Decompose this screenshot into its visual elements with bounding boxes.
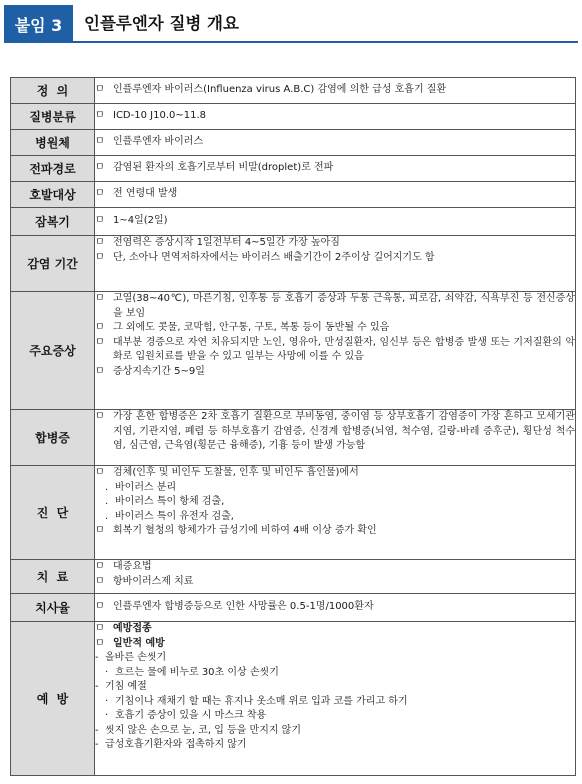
content-line bbox=[95, 510, 575, 525]
bullet-marker: ㅁ bbox=[95, 110, 105, 122]
line-text: 회복기 혈청의 항체가가 급성기에 비하여 4배 이상 증가 확인 bbox=[113, 525, 377, 536]
content-line bbox=[95, 214, 575, 229]
row-label: 전파경로 bbox=[11, 156, 95, 182]
bullet-marker: ㅁ bbox=[95, 525, 105, 536]
line-text: 바이러스 분리 bbox=[115, 481, 177, 493]
content-line bbox=[95, 622, 575, 637]
content-line bbox=[95, 600, 575, 615]
bullet-marker: ㅁ bbox=[95, 601, 105, 613]
row-content bbox=[95, 292, 576, 410]
line-text: 1~4일(2일) bbox=[113, 215, 168, 227]
table-row-target-population bbox=[11, 182, 576, 208]
row-content bbox=[95, 78, 576, 104]
bullet-marker: . bbox=[105, 481, 109, 493]
content-line bbox=[95, 161, 575, 176]
content-line bbox=[95, 292, 575, 321]
content-line bbox=[95, 410, 575, 454]
bullet-marker: ㅁ bbox=[95, 575, 105, 587]
row-content bbox=[95, 182, 576, 208]
bullet-marker: · bbox=[105, 710, 109, 721]
content-line bbox=[95, 365, 575, 380]
table-row-pathogen bbox=[11, 130, 576, 156]
line-text: 예방접종 bbox=[113, 623, 152, 634]
content-line bbox=[95, 695, 575, 710]
content-line bbox=[95, 680, 575, 695]
content-line bbox=[95, 109, 575, 124]
line-text: 대증요법 bbox=[113, 561, 152, 572]
line-text: 단, 소아나 면역저하자에서는 바이러스 배출기간이 2주이상 길어지기도 함 bbox=[113, 251, 435, 263]
line-text: 인플루엔자 합병증등으로 인한 사망률은 0.5-1명/1000환자 bbox=[113, 601, 374, 613]
content-line bbox=[95, 724, 575, 739]
line-text: 전 연령대 발생 bbox=[113, 188, 178, 200]
disease-overview-table bbox=[10, 77, 576, 776]
line-text: 바이러스 특이 유전자 검출, bbox=[115, 510, 234, 522]
row-label: 치 료 bbox=[11, 560, 95, 594]
line-text: 인플루엔자 바이러스 bbox=[113, 136, 204, 148]
table-row-transmission bbox=[11, 156, 576, 182]
table-row-infectious-period bbox=[11, 236, 576, 292]
line-text: 기침 예절 bbox=[105, 681, 147, 692]
line-text: 감염된 환자의 호흡기로부터 비말(droplet)로 전파 bbox=[113, 162, 334, 174]
bullet-marker: ㅁ bbox=[95, 293, 105, 304]
bullet-marker: ㅁ bbox=[95, 365, 105, 377]
row-content bbox=[95, 208, 576, 236]
header-underline bbox=[73, 41, 578, 43]
row-label: 호발대상 bbox=[11, 182, 95, 208]
content-line bbox=[95, 135, 575, 150]
content-line bbox=[95, 495, 575, 510]
table-row-incubation bbox=[11, 208, 576, 236]
bullet-marker: ㅁ bbox=[95, 637, 105, 649]
row-content bbox=[95, 622, 576, 776]
line-text: 검체(인후 및 비인두 도찰물, 인후 및 비인두 흡인물)에서 bbox=[113, 467, 359, 478]
line-text: ICD-10 J10.0~11.8 bbox=[113, 110, 207, 122]
line-text: 대부분 경증으로 자연 치유되지만 노인, 영유아, 만성질환자, 임신부 등은 합병증 발생 또는 기저질환의 악화로 입원치료를 받을 수 있고 일부는 사망에 이를 수 있음 bbox=[113, 336, 575, 362]
line-text: 그 외에도 콧물, 코막힘, 안구통, 구토, 복통 등이 동반될 수 있음 bbox=[113, 322, 390, 333]
line-text: 호흡기 증상이 있을 시 마스크 착용 bbox=[115, 710, 267, 721]
row-content bbox=[95, 560, 576, 594]
table-row-complications bbox=[11, 410, 576, 466]
content-line bbox=[95, 560, 575, 575]
content-line bbox=[95, 251, 575, 266]
bullet-marker: ㅁ bbox=[95, 336, 105, 348]
content-line bbox=[95, 187, 575, 202]
line-text: 항바이러스제 치료 bbox=[113, 575, 194, 587]
bullet-marker: ㅁ bbox=[95, 411, 105, 422]
line-text: 인플루엔자 바이러스(Influenza virus A.B.C) 감염에 의한 급성 호흡기 질환 bbox=[113, 84, 447, 96]
bullet-marker: - bbox=[95, 681, 99, 692]
bullet-marker: . bbox=[105, 510, 109, 522]
content-line bbox=[95, 336, 575, 365]
line-text: 가장 흔한 합병증은 2차 호흡기 질환으로 부비동염, 중이염 등 상부호흡기 감염증이 가장 흔하고 모세기관지염, 기관지염, 폐렴 등 하부호흡기 감염증, 신경계 합병증(뇌염, 척수염, 길랑-바레 증후군), 횡단성 척수염, 심근염, 근육염(횡문근 융해증), 기흉 등이 발생 가능함 bbox=[113, 411, 575, 451]
line-text: 기침이나 재채기 할 때는 휴지나 옷소매 위로 입과 코를 가리고 하기 bbox=[115, 695, 408, 707]
bullet-marker: · bbox=[105, 666, 109, 678]
row-content bbox=[95, 130, 576, 156]
row-label: 합병증 bbox=[11, 410, 95, 466]
content-line bbox=[95, 524, 575, 539]
bullet-marker: ㅁ bbox=[95, 322, 105, 333]
content-line bbox=[95, 637, 575, 652]
table-row-diagnosis bbox=[11, 466, 576, 560]
content-line bbox=[95, 738, 575, 753]
bullet-marker: - bbox=[95, 739, 99, 750]
content-line bbox=[95, 709, 575, 724]
table-row-main-symptoms bbox=[11, 292, 576, 410]
line-text: 일반적 예방 bbox=[113, 637, 165, 649]
line-text: 씻지 않은 손으로 눈, 코, 입 등을 만지지 않기 bbox=[105, 724, 302, 736]
line-text: 바이러스 특이 항체 검출, bbox=[115, 496, 225, 507]
bullet-marker: ㅁ bbox=[95, 84, 105, 96]
bullet-marker: ㅁ bbox=[95, 561, 105, 572]
table-row-definition bbox=[11, 78, 576, 104]
line-text: 전염력은 증상시작 1일전부터 4~5일간 가장 높아짐 bbox=[113, 237, 340, 248]
content-line bbox=[95, 666, 575, 681]
bullet-marker: ㅁ bbox=[95, 215, 105, 227]
row-label: 병원체 bbox=[11, 130, 95, 156]
bullet-marker: ㅁ bbox=[95, 237, 105, 248]
row-content bbox=[95, 466, 576, 560]
table-row-disease-classification bbox=[11, 104, 576, 130]
bullet-marker: ㅁ bbox=[95, 251, 105, 263]
line-text: 올바른 손씻기 bbox=[105, 652, 167, 663]
line-text: 흐르는 물에 비누로 30초 이상 손씻기 bbox=[115, 666, 279, 678]
bullet-marker: - bbox=[95, 652, 99, 663]
line-text: 증상지속기간 5~9일 bbox=[113, 365, 205, 377]
content-line bbox=[95, 83, 575, 98]
row-label: 질병분류 bbox=[11, 104, 95, 130]
bullet-marker: ㅁ bbox=[95, 467, 105, 478]
row-label: 진 단 bbox=[11, 466, 95, 560]
bullet-marker: ㅁ bbox=[95, 188, 105, 200]
content-line bbox=[95, 321, 575, 336]
content-line bbox=[95, 236, 575, 251]
bullet-marker: ㅁ bbox=[95, 623, 105, 634]
bullet-marker: . bbox=[105, 496, 109, 507]
row-content bbox=[95, 156, 576, 182]
content-line bbox=[95, 481, 575, 496]
content-line bbox=[95, 466, 575, 481]
attachment-badge: 붙임 3 bbox=[4, 5, 73, 43]
row-label: 치사율 bbox=[11, 594, 95, 622]
section-header bbox=[4, 5, 578, 43]
row-content bbox=[95, 104, 576, 130]
line-text: 고열(38~40℃), 마른기침, 인후통 등 호흡기 증상과 두통 근육통, 피로감, 쇠약감, 식욕부진 등 전신증상을 보임 bbox=[113, 293, 575, 319]
row-label: 주요증상 bbox=[11, 292, 95, 410]
table-row-prevention bbox=[11, 622, 576, 776]
bullet-marker: · bbox=[105, 695, 109, 707]
bullet-marker: - bbox=[95, 724, 99, 736]
content-line bbox=[95, 651, 575, 666]
row-content bbox=[95, 594, 576, 622]
row-label: 예 방 bbox=[11, 622, 95, 776]
content-line bbox=[95, 575, 575, 590]
page-title: 인플루엔자 질병 개요 bbox=[84, 14, 239, 33]
bullet-marker: ㅁ bbox=[95, 162, 105, 174]
row-label: 정 의 bbox=[11, 78, 95, 104]
row-label: 잠복기 bbox=[11, 208, 95, 236]
table-row-treatment bbox=[11, 560, 576, 594]
line-text: 급성호흡기환자와 접촉하지 않기 bbox=[105, 739, 247, 750]
row-content bbox=[95, 410, 576, 466]
row-label: 감염 기간 bbox=[11, 236, 95, 292]
bullet-marker: ㅁ bbox=[95, 136, 105, 148]
row-content bbox=[95, 236, 576, 292]
table-row-fatality-rate bbox=[11, 594, 576, 622]
